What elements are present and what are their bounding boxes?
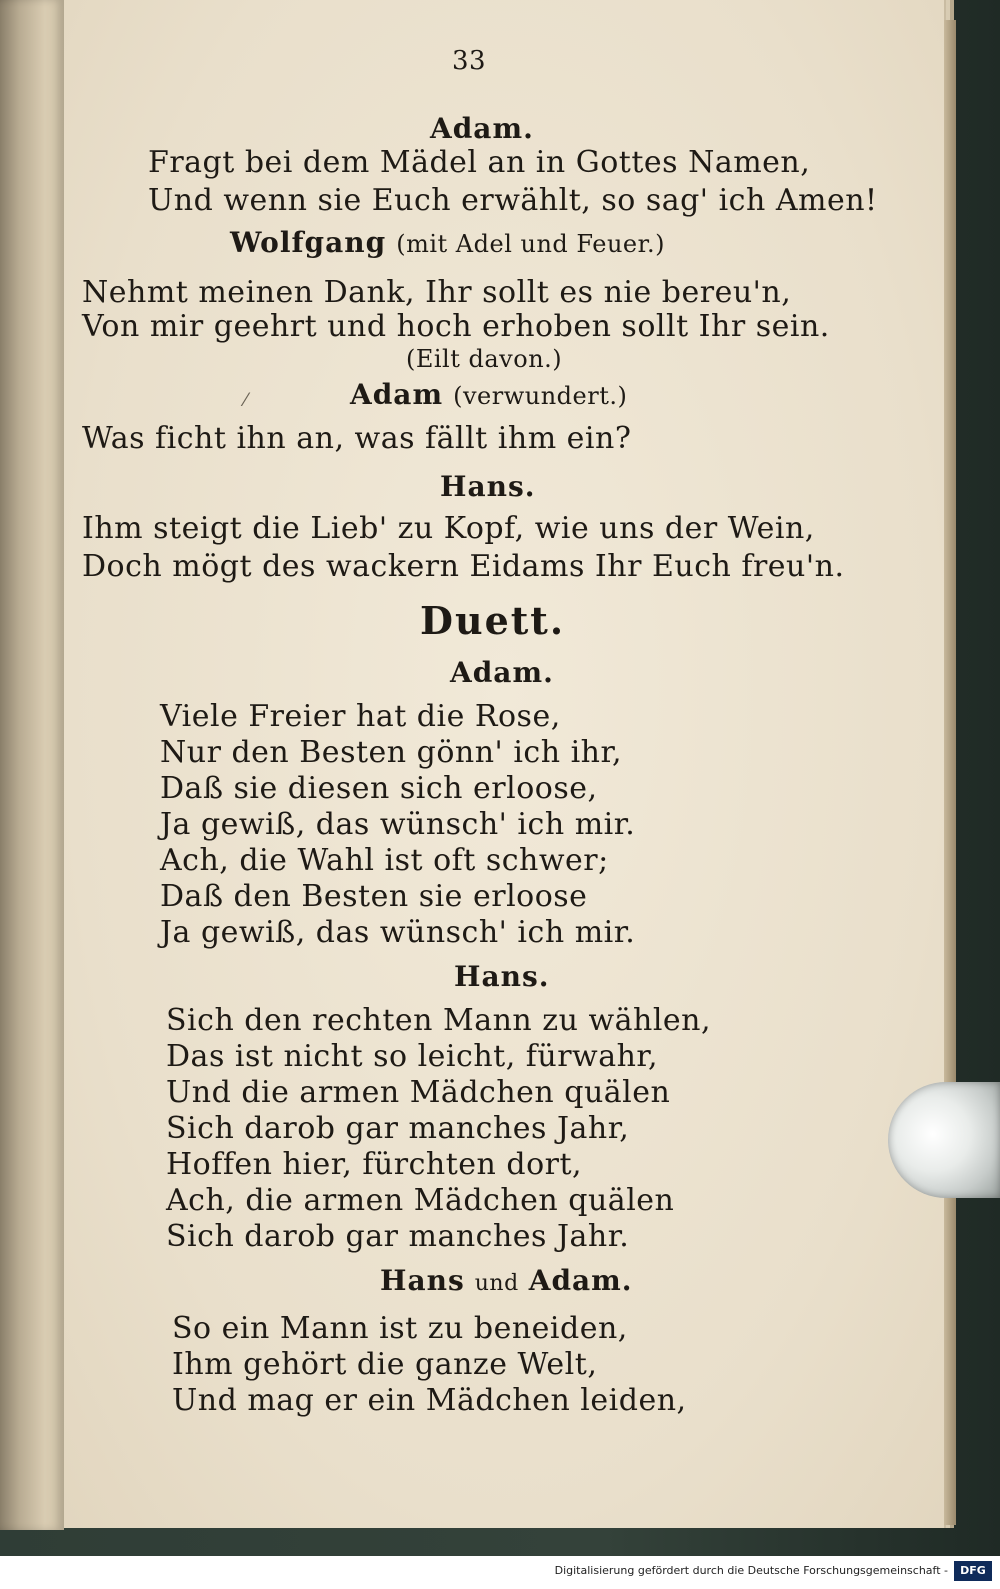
stage-direction: (mit Adel und Feuer.) bbox=[396, 230, 665, 258]
verse-line: Was ficht ihn an, was fällt ihm ein? bbox=[82, 421, 632, 456]
verse-line: Viele Freier hat die Rose, bbox=[160, 699, 561, 734]
speaker-line bbox=[230, 226, 665, 261]
verse-line: Von mir geehrt und hoch erhoben sollt Ihr sein. bbox=[82, 309, 830, 344]
verse-line: Ja gewiß, das wünsch' ich mir. bbox=[160, 915, 636, 950]
speaker-line bbox=[350, 378, 627, 413]
verse-line: Ihm gehört die ganze Welt, bbox=[172, 1347, 598, 1382]
verse-line: So ein Mann ist zu beneiden, bbox=[172, 1311, 628, 1346]
verse-line: Fragt bei dem Mädel an in Gottes Namen, bbox=[148, 145, 811, 180]
speaker-connector: und bbox=[474, 1271, 519, 1296]
verse-line: Ach, die Wahl ist oft schwer; bbox=[160, 843, 609, 878]
verse-line: Nehmt meinen Dank, Ihr sollt es nie bereu'n, bbox=[82, 275, 792, 310]
verse-line: Ja gewiß, das wünsch' ich mir. bbox=[160, 807, 636, 842]
verse-line: Nur den Besten gönn' ich ihr, bbox=[160, 735, 623, 770]
speaker-heading: Adam. bbox=[430, 112, 534, 145]
stage-direction: (Eilt davon.) bbox=[406, 345, 563, 373]
speaker-name: Wolfgang bbox=[230, 226, 387, 259]
speaker-name: Adam. bbox=[528, 1264, 633, 1297]
speaker-line bbox=[380, 1264, 633, 1301]
verse-line: Und die armen Mädchen quälen bbox=[166, 1075, 671, 1110]
verse-line: Sich darob gar manches Jahr, bbox=[166, 1111, 630, 1146]
verse-line: Sich darob gar manches Jahr. bbox=[166, 1219, 630, 1254]
speaker-heading: Adam. bbox=[450, 656, 554, 689]
speaker-name: Adam bbox=[350, 378, 444, 411]
speaker-heading: Hans. bbox=[454, 960, 550, 993]
verse-line: Ihm steigt die Lieb' zu Kopf, wie uns der Wein, bbox=[82, 511, 815, 546]
stage-direction: (verwundert.) bbox=[453, 382, 628, 410]
verse-line: Doch mögt des wackern Eidams Ihr Euch freu'n. bbox=[82, 549, 845, 584]
verse-line: Daß den Besten sie erloose bbox=[160, 879, 588, 914]
verse-line: Hoffen hier, fürchten dort, bbox=[166, 1147, 583, 1182]
verse-line: Das ist nicht so leicht, fürwahr, bbox=[166, 1039, 659, 1074]
speaker-name: Hans bbox=[380, 1264, 465, 1297]
speaker-heading: Hans. bbox=[440, 470, 536, 503]
verse-line: Und wenn sie Euch erwählt, so sag' ich Amen! bbox=[148, 183, 878, 218]
page-number: 33 bbox=[452, 46, 487, 76]
verse-line: Und mag er ein Mädchen leiden, bbox=[172, 1383, 687, 1418]
footer-credit: Digitalisierung gefördert durch die Deutsche Forschungsgemeinschaft - bbox=[554, 1564, 948, 1577]
section-title: Duett. bbox=[420, 598, 566, 643]
ink-mark: ⁄ bbox=[244, 390, 248, 411]
digitization-footer bbox=[0, 1556, 1000, 1589]
verse-line: Ach, die armen Mädchen quälen bbox=[166, 1183, 675, 1218]
verse-line: Daß sie diesen sich erloose, bbox=[160, 771, 598, 806]
verse-line: Sich den rechten Mann zu wählen, bbox=[166, 1003, 712, 1038]
dfg-logo: DFG bbox=[954, 1561, 992, 1581]
